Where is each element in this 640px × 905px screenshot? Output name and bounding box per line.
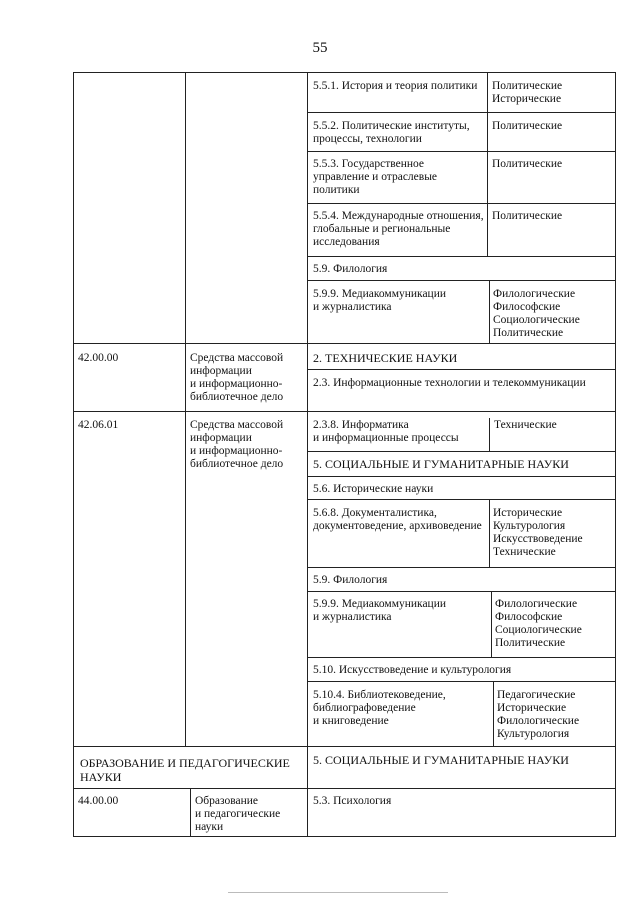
specialty-group: 5.3. Психология [313, 795, 392, 807]
row-line [73, 836, 616, 837]
row-line [73, 746, 616, 747]
col-divider-code [185, 72, 186, 746]
education-area: ОБРАЗОВАНИЕ И ПЕДАГОГИЧЕСКИЕ НАУКИ [80, 756, 290, 784]
row-line [307, 591, 615, 592]
science-fields: Педагогические Исторические Филологические Культурология [497, 689, 580, 740]
row-line [73, 411, 616, 412]
table-border-right [615, 72, 616, 836]
row-line [307, 499, 615, 500]
specialty-name: 5.9.9. Медиакоммуникации и журналистика [313, 598, 447, 623]
table-border-left [73, 72, 74, 836]
specialty-name: 5.10.4. Библиотековедение, библиографоведение и книговедение [313, 689, 446, 727]
specialty-name: 5.5.3. Государственное управление и отраслевые политики [313, 158, 438, 196]
science-section: 2. ТЕХНИЧЕСКИЕ НАУКИ [313, 351, 458, 365]
col-divider-title [307, 72, 308, 836]
science-section: 5. СОЦИАЛЬНЫЕ И ГУМАНИТАРНЫЕ НАУКИ [313, 457, 569, 471]
row-line [307, 567, 615, 568]
col-divider-fields-3 [489, 418, 490, 451]
row-line [73, 72, 616, 73]
specialty-group: 5.10. Искусствоведение и культурология [313, 664, 512, 676]
direction-code: 42.06.01 [78, 419, 119, 431]
row-line [307, 151, 615, 152]
science-fields: Исторические Культурология Искусствоведение Технические [493, 507, 583, 558]
science-fields: Политические [492, 158, 563, 170]
specialty-group: 5.6. Исторические науки [313, 483, 434, 495]
page-number: 55 [312, 40, 328, 56]
direction-code: 44.00.00 [78, 795, 119, 807]
col-divider-fields-2 [489, 280, 490, 343]
specialty-name: 2.3.8. Информатика и информационные процессы [313, 419, 459, 444]
science-fields: Политические [492, 210, 563, 222]
science-fields: Технические [494, 419, 557, 431]
science-fields: Филологические Философские Социологические Политические [495, 598, 582, 649]
direction-title: Образование и педагогические науки [195, 795, 281, 833]
direction-title: Средства массовой информации и информационно- библиотечное дело [190, 352, 284, 403]
row-line [307, 203, 615, 204]
row-line [307, 256, 615, 257]
row-line [73, 343, 616, 344]
row-line [307, 476, 615, 477]
row-line [307, 369, 615, 370]
col-divider-fields-6 [493, 681, 494, 746]
direction-title: Средства массовой информации и информационно- библиотечное дело [190, 419, 284, 470]
science-fields: Политические Исторические [492, 80, 563, 105]
science-fields: Филологические Философские Социологические Политические [493, 288, 580, 339]
row-line [73, 788, 616, 789]
specialty-name: 5.6.8. Документалистика, документоведение, архивоведение [313, 507, 482, 532]
col-divider-code-bottom [190, 788, 191, 836]
specialty-group: 2.3. Информационные технологии и телекоммуникации [313, 377, 586, 389]
scan-edge-line [228, 892, 448, 893]
science-fields: Политические [492, 120, 563, 132]
specialty-group: 5.9. Филология [313, 263, 388, 275]
specialty-group: 5.9. Филология [313, 574, 388, 586]
row-line [307, 280, 615, 281]
specialty-name: 5.5.2. Политические институты, процессы, технологии [313, 120, 470, 145]
row-line [307, 657, 615, 658]
row-line [307, 112, 615, 113]
science-section: 5. СОЦИАЛЬНЫЕ И ГУМАНИТАРНЫЕ НАУКИ [313, 753, 569, 767]
row-line [307, 451, 615, 452]
row-line [307, 681, 615, 682]
specialty-name: 5.5.1. История и теория политики [313, 80, 478, 92]
specialty-name: 5.5.4. Международные отношения, глобальные и региональные исследования [313, 210, 484, 248]
col-divider-fields-5 [491, 591, 492, 657]
direction-code: 42.00.00 [78, 352, 119, 364]
col-divider-fields-4 [489, 499, 490, 567]
specialty-name: 5.9.9. Медиакоммуникации и журналистика [313, 288, 447, 313]
